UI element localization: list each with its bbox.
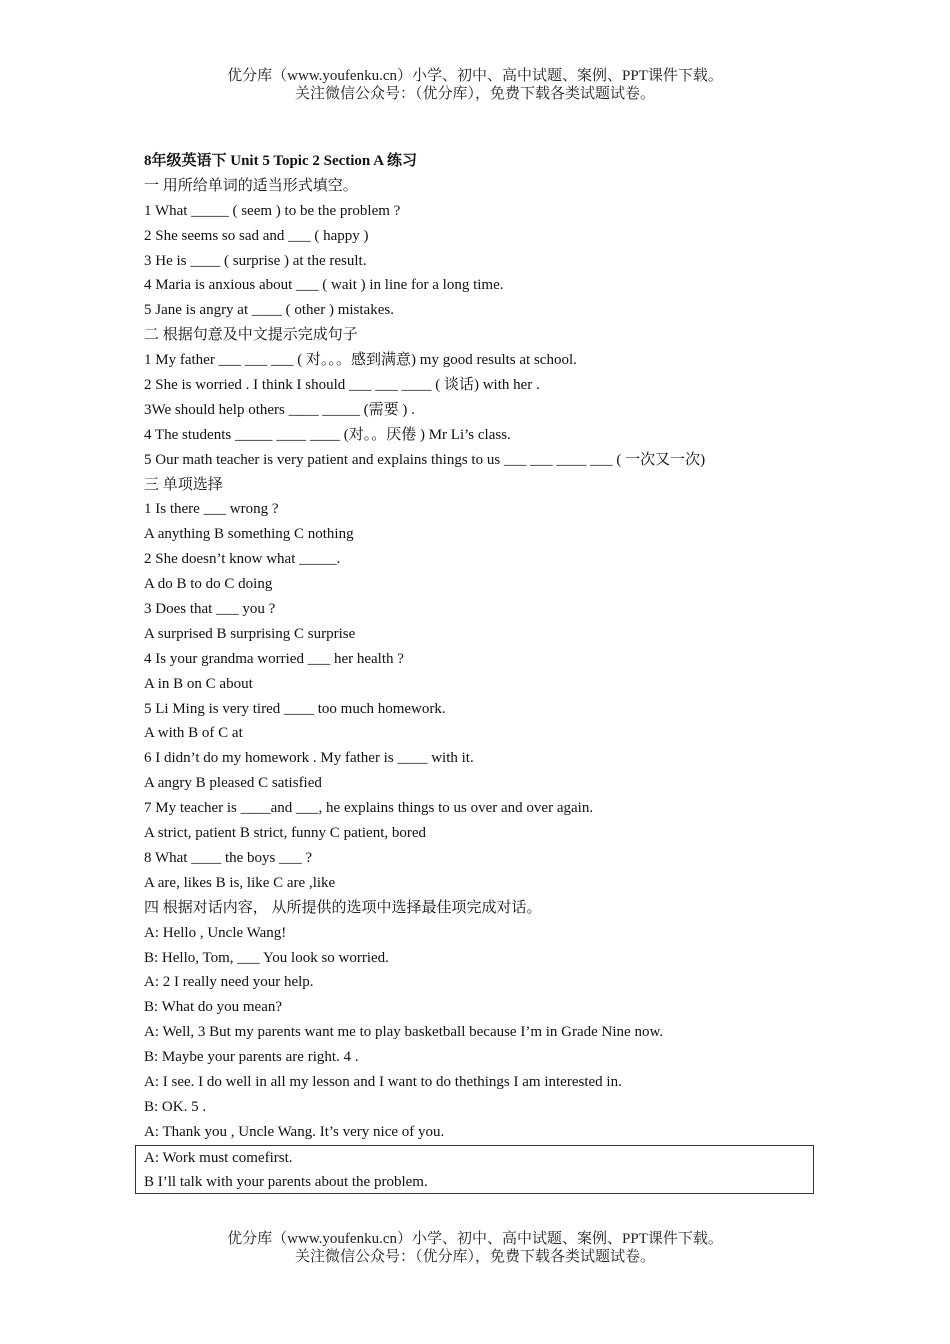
exercise-line: A strict, patient B strict, funny C patient, bored: [144, 825, 427, 842]
exercise-line: 1 What _____ ( seem ) to be the problem ?: [144, 202, 401, 219]
exercise-line: 2 She seems so sad and ___ ( happy ): [144, 227, 369, 244]
exercise-line: 7 My teacher is ____and ___, he explains things to us over and over again.: [144, 800, 594, 817]
option-a: A: Work must comefirst.: [144, 1150, 293, 1166]
document-body: [144, 149, 824, 1145]
exercise-line: 5 Li Ming is very tired ____ too much homework.: [144, 700, 446, 717]
page-header: [0, 67, 950, 103]
exercise-line: A are, likes B is, like C are ,like: [144, 874, 336, 891]
exercise-line: 一 用所给单词的适当形式填空。: [144, 177, 358, 194]
exercise-line: A: Well, 3 But my parents want me to play basketball because I’m in Grade Nine now.: [144, 1024, 664, 1041]
exercise-line: A: 2 I really need your help.: [144, 974, 314, 991]
exercise-line: 1 Is there ___ wrong ?: [144, 501, 279, 518]
exercise-line: A in B on C about: [144, 675, 253, 692]
footer-line-2: 关注微信公众号：（优分库），免费下载各类试题试卷。: [294, 1249, 655, 1265]
exercise-line: B: Maybe your parents are right. 4 .: [144, 1049, 359, 1066]
exercise-line: B: OK. 5 .: [144, 1098, 207, 1115]
exercise-line: A angry B pleased C satisfied: [144, 775, 322, 792]
exercise-line: 8 What ____ the boys ___ ?: [144, 849, 313, 866]
exercise-line: A anything B something C nothing: [144, 526, 354, 543]
header-line-1: 优分库（www.youfenku.cn）小学、初中、高中试题、案例、PPT课件下载。: [227, 68, 723, 84]
exercise-line: 2 She is worried . I think I should ___ ___ ____ ( 谈话) with her .: [144, 377, 540, 394]
option-b: B I’ll talk with your parents about the problem.: [144, 1174, 428, 1190]
page-footer: [0, 1230, 950, 1266]
document-title: 8年级英语下 Unit 5 Topic 2 Section A 练习: [144, 153, 417, 169]
exercise-line: 1 My father ___ ___ ___ ( 对。。。感到满意) my good results at school.: [144, 352, 577, 369]
exercise-line: 5 Jane is angry at ____ ( other ) mistakes.: [144, 302, 394, 319]
exercise-line: 4 The students _____ ____ ____ (对。。厌倦 ) Mr Li’s class.: [144, 426, 511, 443]
exercise-line: A with B of C at: [144, 725, 243, 742]
exercise-line: 二 根据句意及中文提示完成句子: [144, 327, 358, 344]
header-line-2: 关注微信公众号：（优分库），免费下载各类试题试卷。: [294, 86, 655, 102]
exercise-line: 3 Does that ___ you ?: [144, 601, 276, 618]
exercise-line: 4 Maria is anxious about ___ ( wait ) in line for a long time.: [144, 277, 504, 294]
exercise-line: 2 She doesn’t know what _____.: [144, 551, 341, 568]
exercise-lines: [144, 174, 824, 1145]
exercise-line: 4 Is your grandma worried ___ her health ?: [144, 650, 404, 667]
exercise-line: 3 He is ____ ( surprise ) at the result.: [144, 252, 367, 269]
exercise-line: A do B to do C doing: [144, 576, 273, 593]
exercise-line: 3We should help others ____ _____ (需要 ) .: [144, 401, 415, 418]
options-box: [135, 1145, 814, 1194]
exercise-line: 四 根据对话内容， 从所提供的选项中选择最佳项完成对话。: [144, 899, 542, 916]
exercise-line: A: Thank you , Uncle Wang. It’s very nice of you.: [144, 1123, 445, 1140]
exercise-line: B: Hello, Tom, ___ You look so worried.: [144, 949, 389, 966]
exercise-line: A surprised B surprising C surprise: [144, 625, 356, 642]
exercise-line: 5 Our math teacher is very patient and explains things to us ___ ___ ____ ___ ( 一次又一次): [144, 451, 706, 468]
exercise-line: A: Hello , Uncle Wang!: [144, 924, 287, 941]
footer-line-1: 优分库（www.youfenku.cn）小学、初中、高中试题、案例、PPT课件下载。: [227, 1231, 723, 1247]
exercise-line: 三 单项选择: [144, 476, 223, 493]
exercise-line: A: I see. I do well in all my lesson and I want to do thethings I am interested in.: [144, 1073, 622, 1090]
exercise-line: 6 I didn’t do my homework . My father is ____ with it.: [144, 750, 474, 767]
exercise-line: B: What do you mean?: [144, 999, 283, 1016]
